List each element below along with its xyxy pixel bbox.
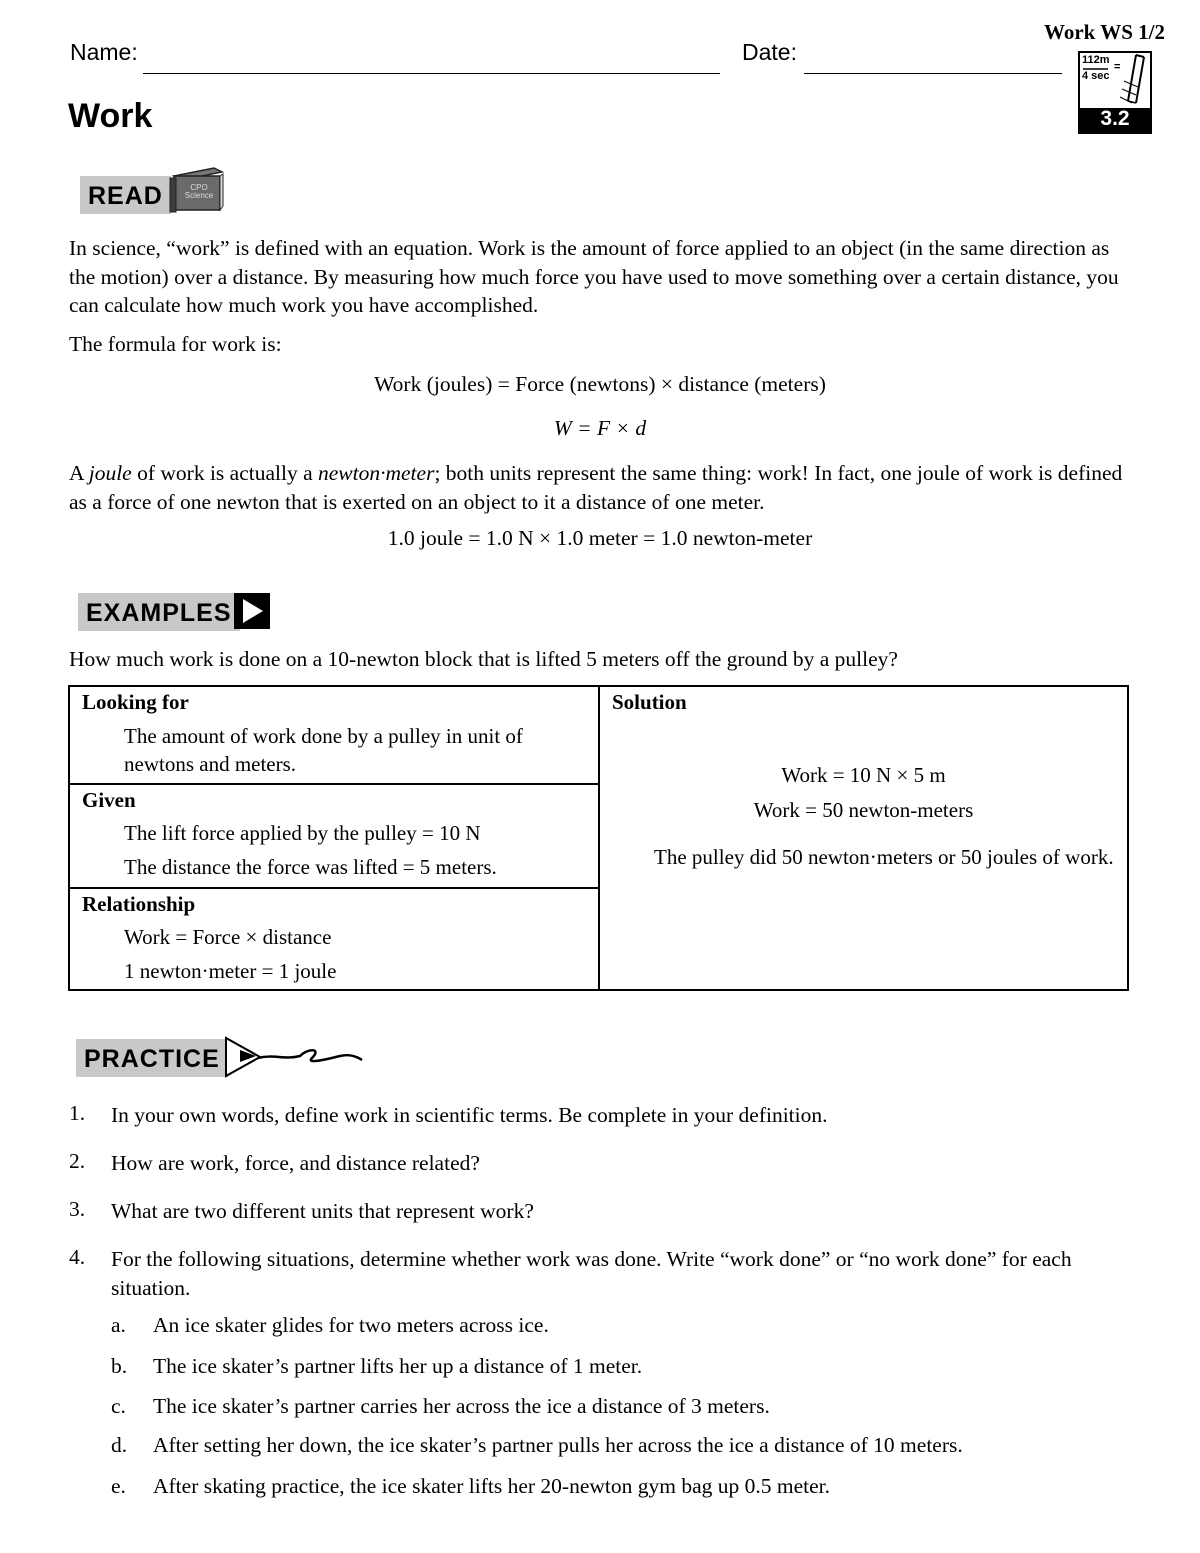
solution-line-1: Work = 10 N × 5 m: [781, 763, 946, 787]
looking-for-cell: [70, 687, 598, 785]
badge-number: 3.2: [1100, 107, 1130, 130]
page-title: Work: [68, 97, 153, 135]
subitem-letter: d.: [111, 1433, 128, 1457]
badge-fraction-bottom: 4 sec: [1082, 70, 1110, 82]
question-text: What are two different units that represent work?: [111, 1199, 534, 1223]
given-cell: [70, 785, 598, 889]
joule-text-1: A: [69, 461, 89, 485]
practice-banner: PRACTICE: [76, 1039, 228, 1077]
play-arrow-icon: [234, 593, 270, 629]
joule-paragraph: [69, 459, 1131, 516]
badge-equals: =: [1114, 61, 1121, 73]
formula-intro: The formula for work is:: [69, 332, 282, 356]
relationship-line-1: Work = Force × distance: [124, 925, 332, 949]
subitem-letter: a.: [111, 1313, 126, 1337]
subitem-letter: b.: [111, 1354, 128, 1378]
given-line-2: The distance the force was lifted = 5 meters.: [124, 855, 497, 879]
subitem-text: After setting her down, the ice skater’s partner pulls her across the ice a distance of 10 meters.: [153, 1433, 963, 1457]
question-text: In your own words, define work in scientific terms. Be complete in your definition.: [111, 1103, 828, 1127]
question-text: For the following situations, determine whether work was done. Write “work done” or “no work done” for each situation.: [111, 1247, 1072, 1300]
formula-symbols: W = F × d: [553, 416, 647, 440]
badge-fraction-top: 112m: [1082, 54, 1110, 66]
joule-term: joule: [88, 461, 132, 485]
relationship-heading: Relationship: [82, 892, 196, 916]
name-label: Name:: [70, 39, 138, 65]
formula-words: Work (joules) = Force (newtons) × distance (meters): [374, 372, 826, 396]
looking-for-heading: Looking for: [82, 690, 189, 714]
relationship-cell: [70, 889, 598, 991]
question-text: How are work, force, and distance related?: [111, 1151, 480, 1175]
name-field[interactable]: [143, 73, 720, 74]
date-label: Date:: [742, 39, 797, 65]
subitem-text: An ice skater glides for two meters across ice.: [153, 1313, 549, 1337]
table-left-column: [70, 687, 600, 989]
joule-text-3: ; both units represent the same thing: work! In fact, one joule of work is defined as a force of one newton that is exerted on an object to it a distance of one meter.: [69, 461, 1123, 514]
subitem-letter: e.: [111, 1474, 126, 1498]
joule-text-2: of work is actually a: [131, 461, 318, 485]
question-number: 2.: [69, 1149, 86, 1173]
example-table: [68, 685, 1129, 991]
looking-for-text: The amount of work done by a pulley in unit of newtons and meters.: [124, 724, 523, 776]
given-line-1: The lift force applied by the pulley = 10 N: [124, 821, 481, 845]
subitem-text: After skating practice, the ice skater lifts her 20-newton gym bag up 0.5 meter.: [153, 1474, 831, 1498]
pencil-scribble-icon: [222, 1036, 367, 1078]
book-icon: [168, 166, 226, 214]
solution-cell: [600, 687, 1127, 989]
worksheet-tag: Work WS 1/2: [1044, 20, 1165, 44]
joule-equation: 1.0 joule = 1.0 N × 1.0 meter = 1.0 newton-meter: [387, 526, 813, 550]
read-intro: In science, “work” is defined with an equation. Work is the amount of force applied to an object (in the same direction as the motion) over a distance. By measuring how much force you have used to move something over a certain distance, you can calculate how much work you have accomplished.: [69, 236, 1119, 317]
example-question: How much work is done on a 10-newton block that is lifted 5 meters off the ground by a pulley?: [69, 647, 898, 671]
speed-badge-icon: [1078, 51, 1152, 134]
newton-meter-term: newton·meter: [318, 461, 435, 485]
read-banner: READ: [80, 176, 171, 214]
examples-banner: EXAMPLES: [78, 593, 240, 631]
subitem-text: The ice skater’s partner carries her across the ice a distance of 3 meters.: [153, 1394, 770, 1418]
subitem-letter: c.: [111, 1394, 126, 1418]
relationship-line-2: 1 newton·meter = 1 joule: [124, 959, 337, 983]
solution-line-2: Work = 50 newton-meters: [753, 798, 974, 822]
question-number: 3.: [69, 1197, 86, 1221]
question-number: 1.: [69, 1101, 86, 1125]
solution-heading: Solution: [612, 690, 687, 714]
question-number: 4.: [69, 1245, 86, 1269]
subitem-text: The ice skater’s partner lifts her up a distance of 1 meter.: [153, 1354, 643, 1378]
solution-text: The pulley did 50 newton·meters or 50 joules of work.: [654, 845, 1114, 869]
given-heading: Given: [82, 788, 136, 812]
book-label: CPO Science: [184, 183, 214, 200]
date-field[interactable]: [804, 73, 1062, 74]
